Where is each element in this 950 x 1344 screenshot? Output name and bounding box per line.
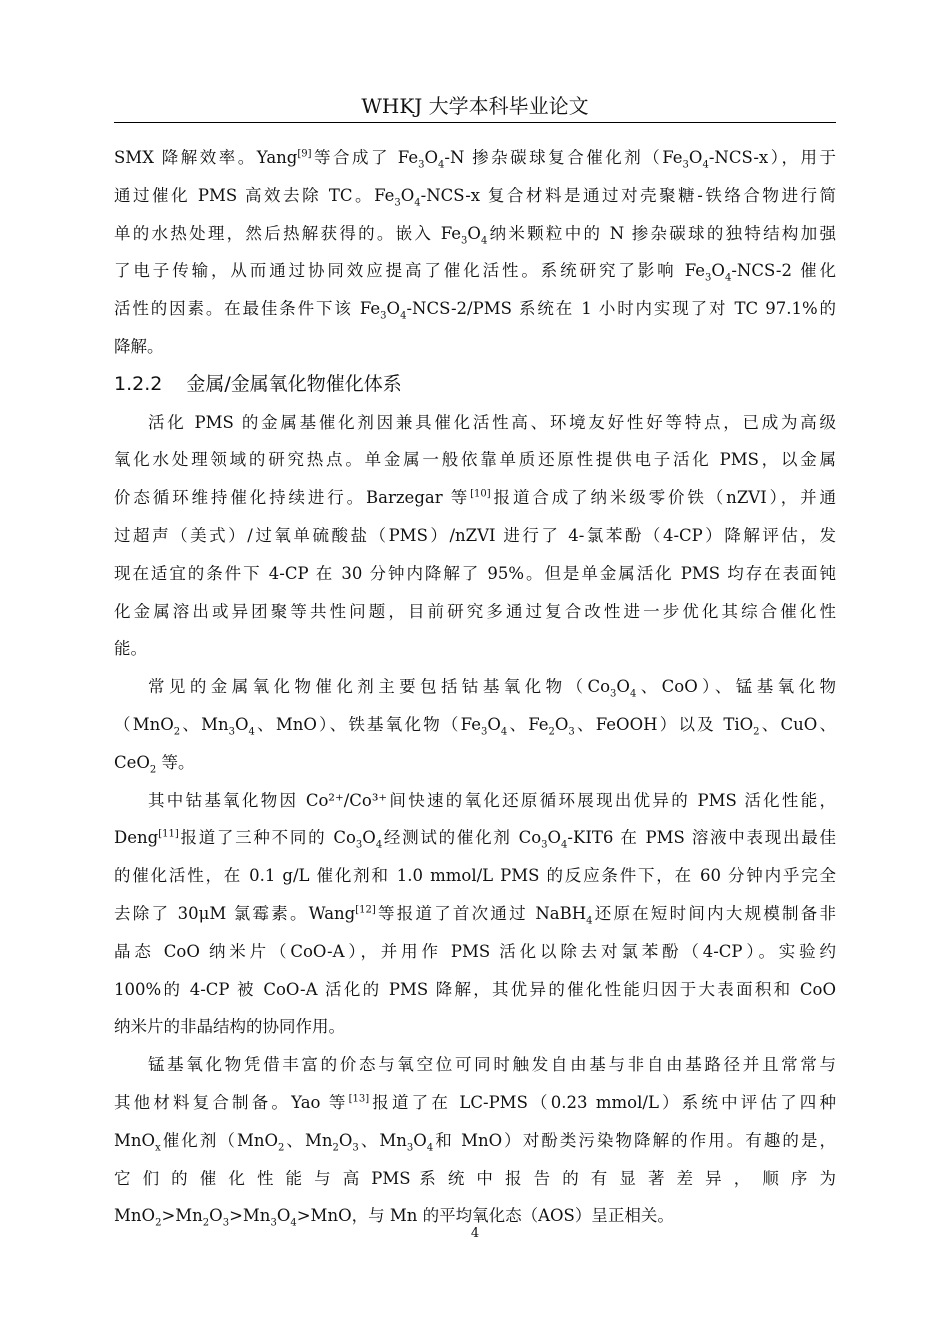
section-heading xyxy=(114,366,836,404)
subscript: 4 xyxy=(290,1217,297,1229)
subscript: 4 xyxy=(724,272,732,284)
text-line: 纳米片的非晶结构的协同作用。 xyxy=(114,1017,345,1037)
page-number: 4 xyxy=(470,1226,480,1241)
subscript: 3 xyxy=(394,197,401,209)
text-line: 现在适宜的条件下 4-CP 在 30 分钟内降解了 95%。但是单金属活化 PMS 均存在表面钝 xyxy=(114,563,836,583)
subscript: 3 xyxy=(222,1217,230,1229)
text-line: 活性的因素。在最佳条件下该 $Fe_3O_4-NCS-2$/PMS 系统在 1 小时内实现了对 TC 97.1%的 xyxy=(114,299,836,322)
subscript: 2 xyxy=(202,1217,210,1229)
text-line: 它 们 的 催 化 性 能 与 高 PMS 系 统 中 报 告 的 有 显 著 差 异 ， 顺 序 为 xyxy=(114,1168,836,1188)
text-line: 过超声（美式）/过氧单硫酸盐（PMS）/nZVI 进行了 4-氯苯酚（4-CP）降解评估，发 xyxy=(114,525,836,545)
text-line: 100%的 4-CP 被 CoO-A 活化的 PMS 降解，其优异的催化性能归因于大表面积和 CoO xyxy=(114,979,836,999)
subscript: 3 xyxy=(406,1142,414,1154)
subscript: 2 xyxy=(149,764,157,776)
subscript: 4 xyxy=(500,726,508,738)
text-line: MnO$_x$催化剂（MnO$_2$、$Mn_2O_3$、$Mn_3O_4$和 MnO）对酚类污染物降解的作用。有趣的是， xyxy=(114,1130,836,1154)
subscript: 4 xyxy=(480,234,488,246)
subscript: 3 xyxy=(352,1142,359,1154)
text-line: 活化 PMS 的金属基催化剂因兼具催化活性高、环境友好性好等特点，已成为高级 xyxy=(148,412,836,432)
text-line: 通过催化 PMS 高效去除 TC。$Fe_3O_4-NCS-x$ 复合材料是通过对壳聚糖-铁络合物进行简 xyxy=(114,185,836,209)
subscript: 3 xyxy=(682,159,689,171)
subscript: 2 xyxy=(278,1142,285,1154)
subscript: 3 xyxy=(270,1217,277,1229)
citation-superscript: [10] xyxy=(470,488,491,500)
citation-superscript: [9] xyxy=(297,148,312,160)
subscript: 3 xyxy=(228,726,235,738)
text-line: 的催化活性，在 0.1 g/L 催化剂和 1.0 mmol/L PMS 的反应条件下，在 60 分钟内乎完全 xyxy=(114,866,836,886)
citation-superscript: [13] xyxy=(348,1093,370,1105)
running-header: WHKJ 大学本科毕业论文 xyxy=(361,94,589,118)
subscript: 3 xyxy=(380,310,387,322)
text-line: 晶态 CoO 纳米片（CoO-A），并用作 PMS 活化以除去对氯苯酚（4-CP）。实验约 xyxy=(114,941,836,961)
subscript: 4 xyxy=(426,1142,434,1154)
subscript: 2 xyxy=(332,1142,339,1154)
text-line: 常见的金属氧化物催化剂主要包括钴基氧化物（$Co_3O_4$、CoO）、锰基氧化物 xyxy=(148,677,836,700)
text-line: 单的水热处理，然后热解获得的。嵌入 $Fe_3O_4$纳米颗粒中的 N 掺杂碳球的独特结构加强 xyxy=(114,223,836,246)
text-line: 去除了 30μM 氯霉素。Wang[12]等报道了首次通过 NaBH$_4$还原在短时间内大规模制备非 xyxy=(114,903,836,927)
text-line: 氧化水处理领域的研究热点。单金属一般依靠单质还原性提供电子活化 PMS，以金属 xyxy=(114,450,836,470)
subscript: 3 xyxy=(568,726,575,738)
subscript: 2 xyxy=(155,1217,162,1229)
text-line: 其他材料复合制备。Yao 等[13]报道了在 LC-PMS（0.23 mmol/L）系统中评估了四种 xyxy=(114,1092,836,1112)
text-line: 价态循环维持催化持续进行。Barzegar 等[10]报道合成了纳米级零价铁（nZVI），并通 xyxy=(114,488,836,508)
subscript: 3 xyxy=(418,159,425,171)
subscript: 3 xyxy=(610,688,617,700)
body-text xyxy=(114,139,836,1235)
subscript: 4 xyxy=(629,688,637,700)
text-line: 了电子传输，从而通过协同效应提高了催化活性。系统研究了影响 $Fe_3O_4-NCS-2$ 催化 xyxy=(114,261,836,284)
subscript: 4 xyxy=(561,839,568,851)
section-number: 1.2.2 xyxy=(114,372,163,395)
subscript: 2 xyxy=(548,726,555,738)
subscript: 4 xyxy=(375,839,383,851)
subscript: 4 xyxy=(438,159,445,171)
header-rule xyxy=(114,122,836,123)
subscript: 4 xyxy=(414,197,421,209)
text-line: Deng[11]报道了三种不同的 $Co_3O_4$经测试的催化剂 $Co_3O_4-KIT6$ 在 PMS 溶液中表现出最佳 xyxy=(114,828,836,851)
text-line: $MnO_2>Mn_2O_3>Mn_3O_4>MnO$，与 Mn 的平均氧化态（AOS）呈正相关。 xyxy=(114,1206,674,1229)
text-line: 锰基氧化物凭借丰富的价态与氧空位可同时触发自由基与非自由基路径并且常常与 xyxy=(148,1055,836,1075)
text-line: 其中钴基氧化物因 Co²⁺/Co³⁺间快速的氧化还原循环展现出优异的 PMS 活化性能， xyxy=(148,790,836,810)
subscript: 4 xyxy=(702,159,709,171)
citation-superscript: [12] xyxy=(355,904,376,916)
subscript: 3 xyxy=(355,839,363,851)
text-line: CeO$_2$ 等。 xyxy=(114,752,195,776)
section-title: 金属/金属氧化物催化体系 xyxy=(186,372,402,395)
subscript: x xyxy=(155,1142,161,1154)
subscript: 3 xyxy=(461,234,468,246)
subscript: 3 xyxy=(705,272,712,284)
subscript: 3 xyxy=(541,839,548,851)
citation-superscript: [11] xyxy=(158,828,179,840)
subscript: 4 xyxy=(586,915,593,927)
text-line: （MnO$_2$、$Mn_3O_4$、MnO）、铁基氧化物（$Fe_3O_4$、$Fe_2O_3$、FeOOH）以及 TiO$_2$、CuO、 xyxy=(114,714,836,738)
subscript: 3 xyxy=(480,726,488,738)
text-line: 化金属溶出或异团聚等共性问题，目前研究多通过复合改性进一步优化其综合催化性 xyxy=(114,601,836,621)
subscript: 4 xyxy=(248,726,255,738)
text-line: SMX 降解效率。Yang[9]等合成了 $Fe_3O_4-N$ 掺杂碳球复合催化剂$(Fe_3O_4-NCS-x)$，用于 xyxy=(114,148,836,171)
subscript: 2 xyxy=(173,726,181,738)
subscript: 4 xyxy=(400,310,407,322)
text-line: 能。 xyxy=(114,639,147,659)
subscript: 2 xyxy=(753,726,760,738)
text-line: 降解。 xyxy=(114,336,164,356)
